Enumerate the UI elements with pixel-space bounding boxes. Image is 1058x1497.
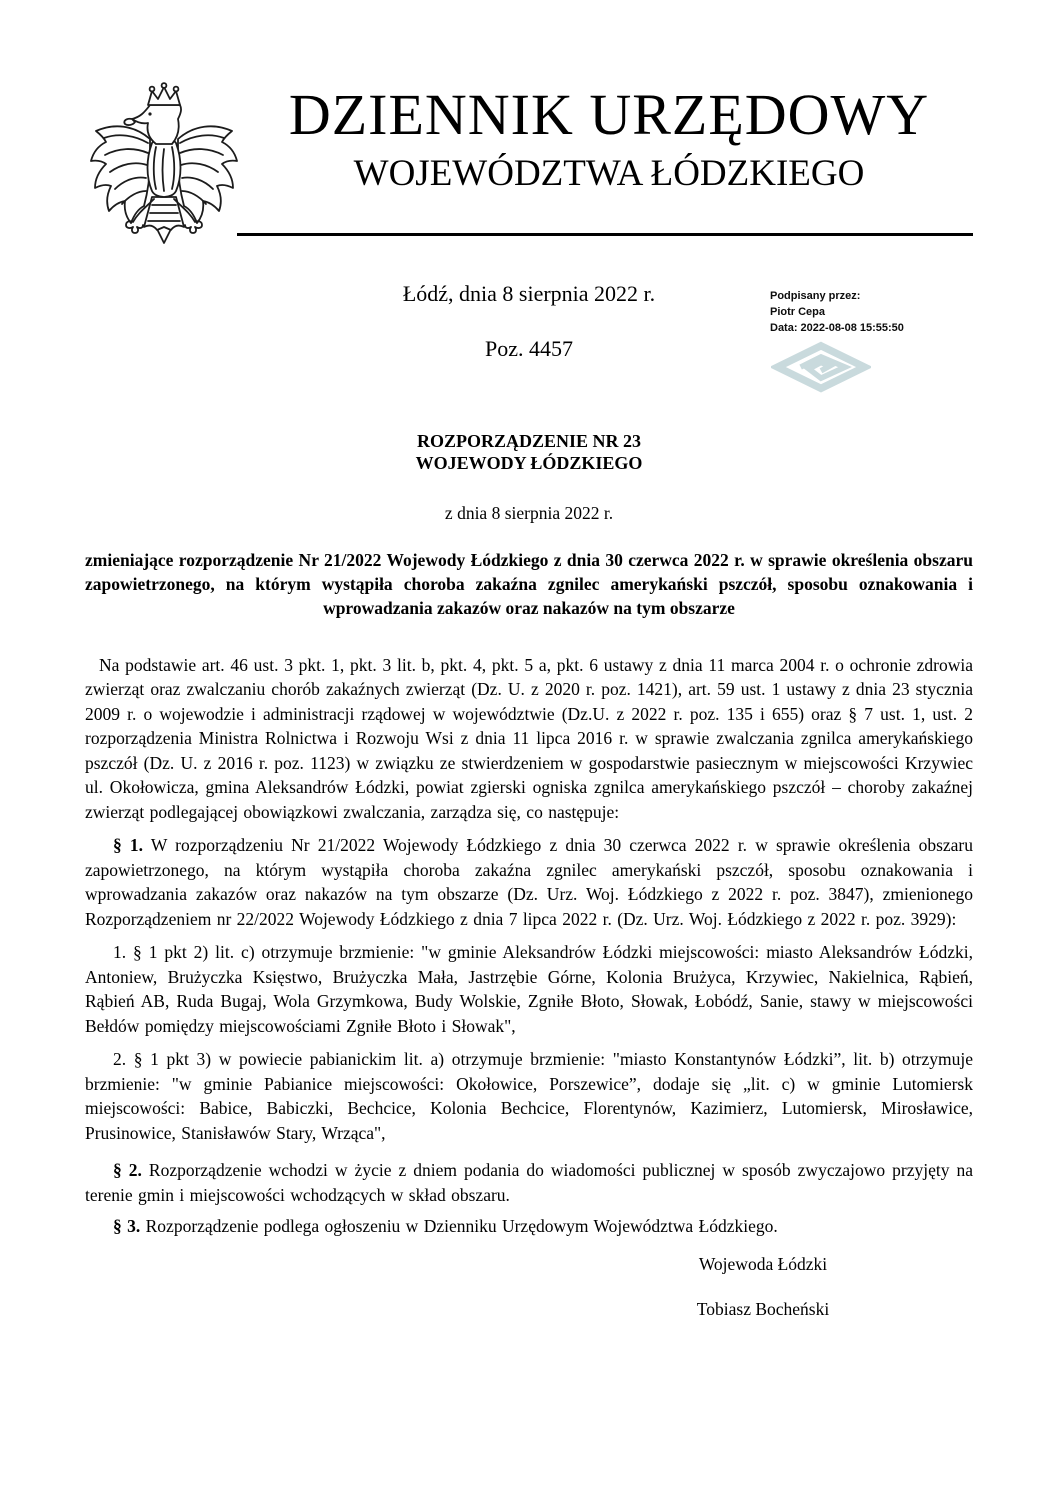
paragraph-item-2 — [85, 1047, 973, 1145]
regulation-title-line2: WOJEWODY ŁÓDZKIEGO — [415, 453, 643, 473]
paragraph-prefix: § 1. — [113, 835, 144, 855]
paragraph-text: W rozporządzeniu Nr 21/2022 Wojewody Łódzkiego z dnia 30 czerwca 2022 r. w sprawie określenia obszaru zapowietrzonego, na którym wystąpiła choroba zakaźna zgnilec amerykański pszczół, sposobu oznakowania i wprowadzania zakazów oraz nakazów na tym obszarze (Dz. Urz. Woj. Łódzkiego z 2022 r. poz. 3847), zmienionego Rozporządzeniem nr 22/2022 Wojewody Łódzkiego z dnia 7 lipca 2022 r. (Dz. Urz. Woj. Łódzkiego z 2022 r. poz. 3929): — [85, 835, 973, 929]
document-body — [85, 430, 973, 1321]
regulation-date: z dnia 8 sierpnia 2022 r. — [444, 503, 614, 523]
esignature-block — [770, 288, 980, 397]
esig-signer-name: Piotr Cepa — [770, 306, 826, 318]
paragraph-text: Na podstawie art. 46 ust. 3 pkt. 1, pkt. 3 lit. b, pkt. 4, pkt. 5 a, pkt. 6 ustawy z dnia 11 marca 2004 r. o ochronie zdrowia zwierząt oraz zwalczaniu chorób zakaźnych zwierząt (Dz. U. z 2020 r. poz. 1421), art. 59 ust. 1 ustawy z dnia 23 stycznia 2009 r. o wojewodzie i administracji rządowej w województwie (Dz.U. z 2022 r. poz. 135 i 655) oraz § 7 ust. 1, ust. 2 rozporządzenia Ministra Rolnictwa i Rozwoju Wsi z dnia 11 lipca 2016 r. w sprawie zwalczania zgnilca amerykańskiego pszczół (Dz. U. z 2016 r. poz. 1123) w związku ze stwierdzeniem w gospodarstwie pasiecznym w miejscowości Krzywiec ul. Okołowicza, gmina Aleksandrów Łódzki, powiat zgierski ogniska zgnilca amerykańskiego pszczół – choroby zakaźnej zwierząt podlegającej obowiązkowi zwalczania, zarządza się, co następuje: — [85, 654, 973, 822]
paragraph-section-1 — [85, 833, 973, 931]
esig-date: Data: 2022-08-08 15:55:50 — [770, 322, 904, 334]
paragraph-section-3 — [85, 1214, 973, 1239]
header-divider — [237, 233, 973, 236]
signature-block — [608, 1252, 918, 1321]
paragraph-item-1 — [85, 940, 973, 1038]
signatory-name: Tobiasz Bocheński — [696, 1298, 830, 1319]
esig-signed-by-label: Podpisany przez: — [770, 290, 861, 302]
paragraph-prefix: § 3. — [113, 1216, 141, 1236]
esignature-seal-icon — [771, 339, 871, 397]
paragraph-prefix: § 2. — [113, 1160, 142, 1180]
paragraph-text: 1. § 1 pkt 2) lit. c) otrzymuje brzmienie: "w gminie Aleksandrów Łódzki miejscowości: miasto Aleksandrów Łódzki, Antoniew, Brużyczka Księstwo, Brużyczka Mała, Jastrzębie Górne, Kolonia Brużyca, Krzywiec, Nakielnica, Rąbień, Rąbień AB, Ruda Bugaj, Wola Grzymkowa, Budy Wolskie, Zgniłe Błoto, Słowak, Łobódź, Sanie, stawy w miejscowości Bełdów pomiędzy miejscowościami Zgniłe Błoto i Słowak", — [85, 942, 973, 1036]
paragraph-legal-basis — [85, 653, 973, 825]
place-date-line: Łódź, dnia 8 sierpnia 2022 r. — [402, 281, 656, 306]
signatory-title: Wojewoda Łódzki — [698, 1253, 828, 1274]
esignature-seal-paths — [777, 346, 864, 389]
regulation-title-line1: ROZPORZĄDZENIE NR 23 — [416, 431, 642, 451]
polish-eagle-emblem — [88, 80, 240, 248]
journal-title: DZIENNIK URZĘDOWY — [288, 82, 930, 147]
paragraph-text: Rozporządzenie wchodzi w życie z dniem podania do wiadomości publicznej w sposób zwyczajowo przyjęty na terenie gmin i miejscowości wchodzących w skład obszaru. — [85, 1160, 973, 1205]
paragraph-text: 2. § 1 pkt 3) w powiecie pabianickim lit. a) otrzymuje brzmienie: "miasto Konstantynów Łódzki”, lit. b) otrzymuje brzmienie: "w gminie Pabianice miejscowości: Okołowice, Porszewice”, dodaje się „lit. c) w gminie Lutomiersk miejscowości: Babice, Babiczki, Bechcice, Kolonia Bechcice, Florentynów, Kazimierz, Lutomiersk, Mirosławice, Prusinowice, Stanisławów Stary, Wrząca", — [85, 1049, 973, 1143]
paragraph-text: Rozporządzenie podlega ogłoszeniu w Dzienniku Urzędowym Województwa Łódzkiego. — [140, 1216, 778, 1236]
paragraph-section-2 — [85, 1158, 973, 1207]
position-number: Poz. 4457 — [485, 336, 573, 361]
masthead — [245, 82, 973, 196]
journal-subtitle: WOJEWÓDZTWA ŁÓDZKIEGO — [353, 153, 865, 194]
regulation-subject: zmieniające rozporządzenie Nr 21/2022 Wojewody Łódzkiego z dnia 30 czerwca 2022 r. w sprawie określenia obszaru zapowietrzonego, na którym wystąpiła choroba zakaźna zgnilec amerykański pszczół, sposobu oznakowania i wprowadzania zakazów oraz nakazów na tym obszarze — [85, 549, 973, 618]
